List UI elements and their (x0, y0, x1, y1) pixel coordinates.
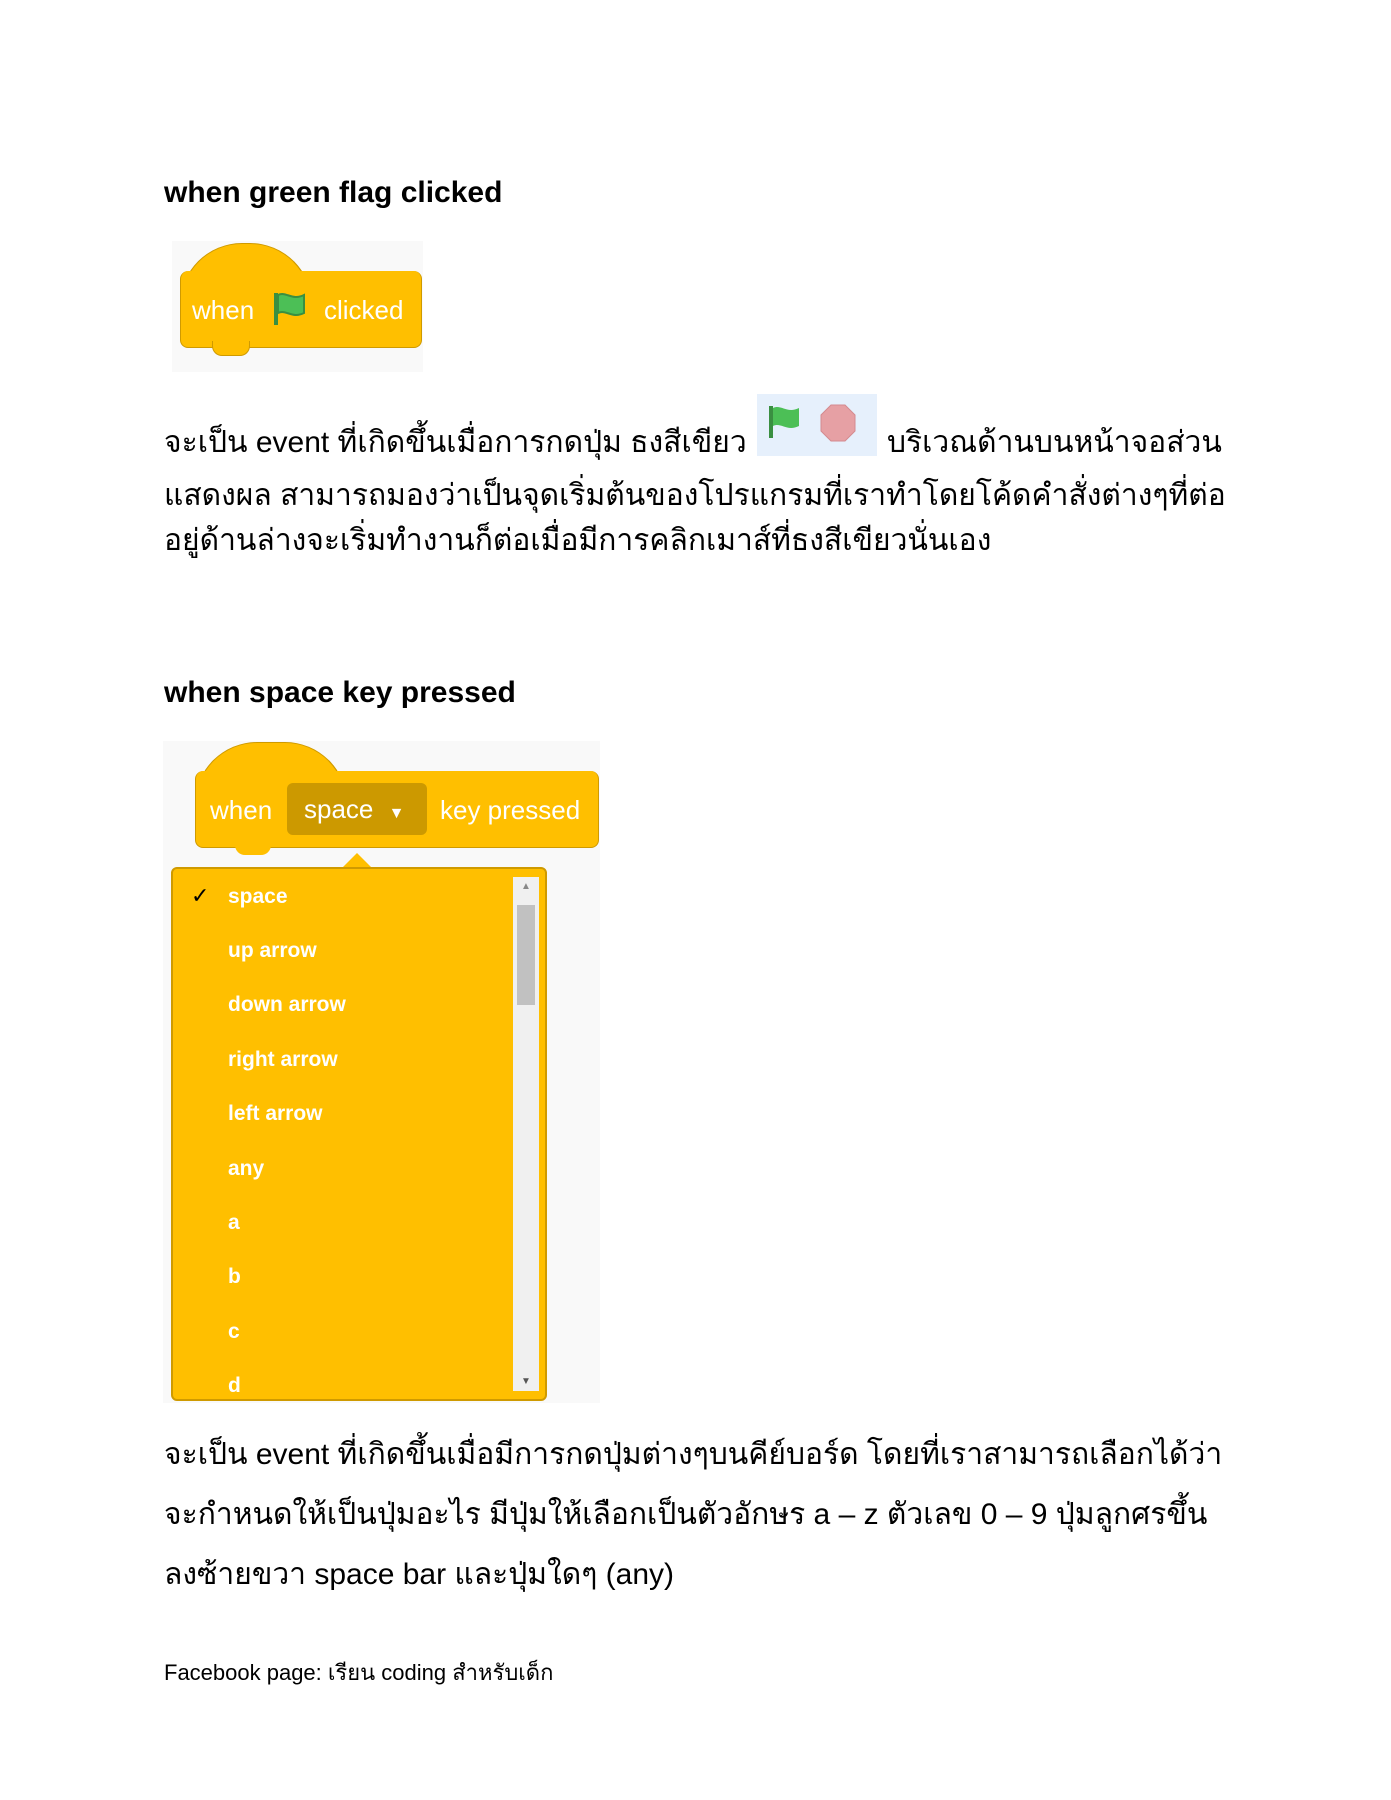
key-dropdown-menu (171, 867, 547, 1401)
menu-item-c[interactable]: c (228, 1320, 240, 1343)
footer-facebook-page: Facebook page: เรียน coding สำหรับเด็ก (164, 1660, 554, 1685)
menu-item-d[interactable]: d (228, 1374, 241, 1394)
heading-green-flag: when green flag clicked (164, 176, 503, 209)
para1-line1a: จะเป็น event ที่เกิดขึ้นเมื่อการกดปุ่ม ธงสีเขียว (164, 426, 747, 459)
menu-item-down-arrow[interactable]: down arrow (228, 993, 346, 1016)
para2-line1: จะเป็น event ที่เกิดขึ้นเมื่อมีการกดปุ่มต่างๆบนคีย์บอร์ด โดยที่เราสามารถเลือกได้ว่า (164, 1438, 1223, 1471)
para1-line3: อยู่ด้านล่างจะเริ่มทำงานก็ต่อเมื่อมีการคลิกเมาส์ที่ธงสีเขียวนั่นเอง (164, 524, 992, 557)
menu-item-space[interactable]: space (228, 885, 288, 908)
key-dropdown-value: space (304, 794, 374, 824)
block-when-label: when (192, 295, 255, 325)
menu-item-left-arrow[interactable]: left arrow (228, 1102, 323, 1125)
scroll-up-icon[interactable]: ▲ (521, 881, 531, 892)
scroll-down-icon[interactable]: ▼ (521, 1376, 531, 1387)
para2-line3: ลงซ้ายขวา space bar และปุ่มใดๆ (any) (164, 1558, 675, 1591)
menu-item-a[interactable]: a (228, 1211, 240, 1234)
scrollbar[interactable] (513, 877, 539, 1391)
para1-line2: แสดงผล สามารถมองว่าเป็นจุดเริ่มต้นของโปรแกรมที่เราทำโดยโค้ดคำสั่งต่างๆที่ต่อ (164, 479, 1226, 512)
menu-item-up-arrow[interactable]: up arrow (228, 939, 317, 962)
block-key-pressed-label: key pressed (440, 795, 581, 825)
menu-item-right-arrow[interactable]: right arrow (228, 1048, 338, 1071)
green-flag-block-image (172, 241, 423, 372)
key-pressed-block-image (163, 741, 600, 1403)
chevron-down-icon: ▼ (388, 805, 405, 822)
para1-line1b: บริเวณด้านบนหน้าจอส่วน (887, 426, 1222, 459)
key-dropdown[interactable] (287, 783, 427, 835)
green-flag-icon (272, 291, 308, 327)
green-flag-icon (767, 404, 803, 440)
para2-line2: จะกำหนดให้เป็นปุ่มอะไร มีปุ่มให้เลือกเป็นตัวอักษร a – z ตัวเลข 0 – 9 ปุ่มลูกศรขึ้น (164, 1498, 1208, 1531)
scrollbar-thumb[interactable] (517, 905, 535, 1005)
stop-sign-icon (820, 404, 856, 442)
block-clicked-label: clicked (324, 295, 404, 325)
block-when-label: when (210, 795, 273, 825)
flag-stop-buttons-image (757, 394, 877, 456)
menu-item-b[interactable]: b (228, 1265, 241, 1288)
heading-space-key: when space key pressed (164, 676, 516, 709)
menu-item-any[interactable]: any (228, 1157, 265, 1180)
check-icon: ✓ (191, 883, 210, 908)
